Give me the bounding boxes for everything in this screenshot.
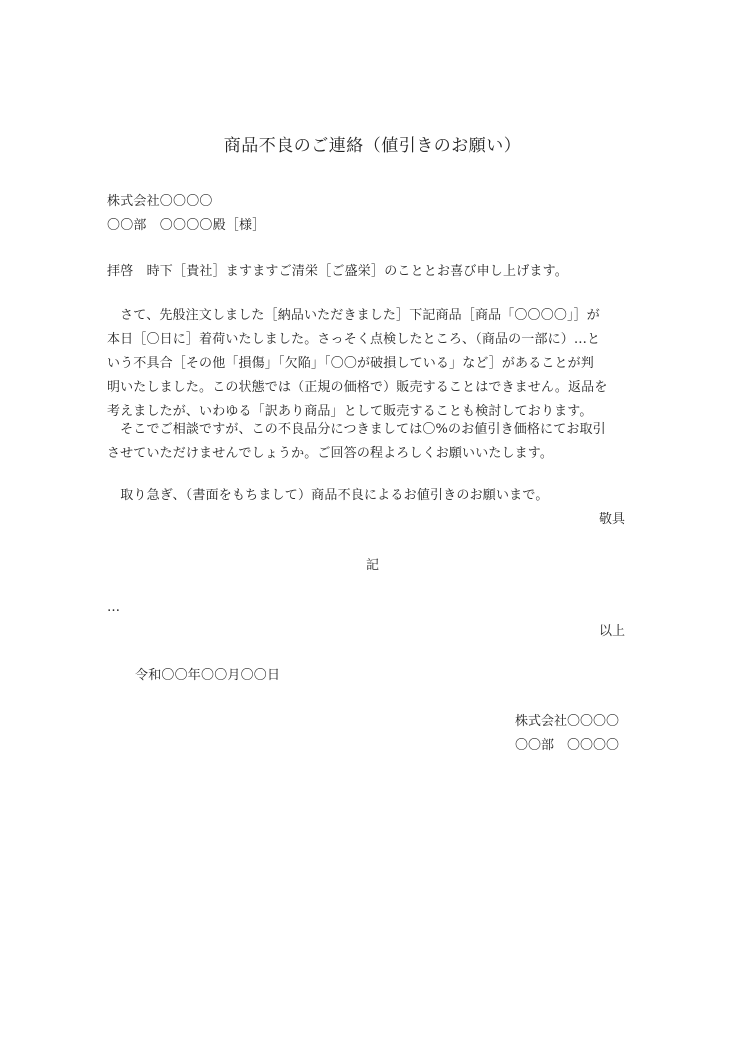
sender-person: 〇〇部 〇〇〇〇: [515, 738, 620, 753]
closing-sentence: 取り急ぎ、（書面をもちまして）商品不良によるお値引きのお願いまで。: [107, 488, 549, 503]
body-line: 明いたしました。この状態では（正規の価格で）販売することはできません。返品を: [107, 380, 608, 395]
record-content: …: [107, 600, 121, 615]
record-heading: 記: [365, 558, 379, 573]
closing-word: 敬具: [598, 512, 625, 527]
body-paragraph-1: [107, 304, 637, 424]
sender-company: 株式会社〇〇〇〇: [515, 714, 620, 729]
body-line: させていただけませんでしょうか。ご回答の程よろしくお願いいたします。: [107, 446, 554, 461]
end-word: 以上: [598, 624, 625, 639]
recipient-company: 株式会社〇〇〇〇: [107, 194, 213, 209]
body-line: 考えましたが、いわゆる「訳あり商品」として販売することも検討しております。: [107, 404, 593, 419]
body-paragraph-2: [107, 418, 637, 466]
body-line: そこでご相談ですが、この不良品分につきましては〇%のお値引き価格にてお取引: [107, 422, 606, 437]
body-line: いう不具合［その他「損傷」「欠陥」「〇〇が破損している」など］があることが判: [107, 356, 594, 371]
recipient-person: 〇〇部 〇〇〇〇殿［様］: [107, 218, 266, 233]
letter-date: 令和〇〇年〇〇月〇〇日: [135, 668, 281, 683]
body-line: 本日［〇日に］着荷いたしました。さっそく点検したところ、（商品の一部に）…と: [107, 332, 601, 347]
body-line: さて、先般注文しました［納品いただきました］下記商品［商品「〇〇〇〇」］が: [107, 308, 600, 323]
greeting-line: 拝啓 時下［貴社］ますますご清栄［ご盛栄］のこととお喜び申し上げます。: [107, 264, 568, 279]
letter-title: 商品不良のご連絡（値引きのお願い）: [223, 136, 522, 156]
